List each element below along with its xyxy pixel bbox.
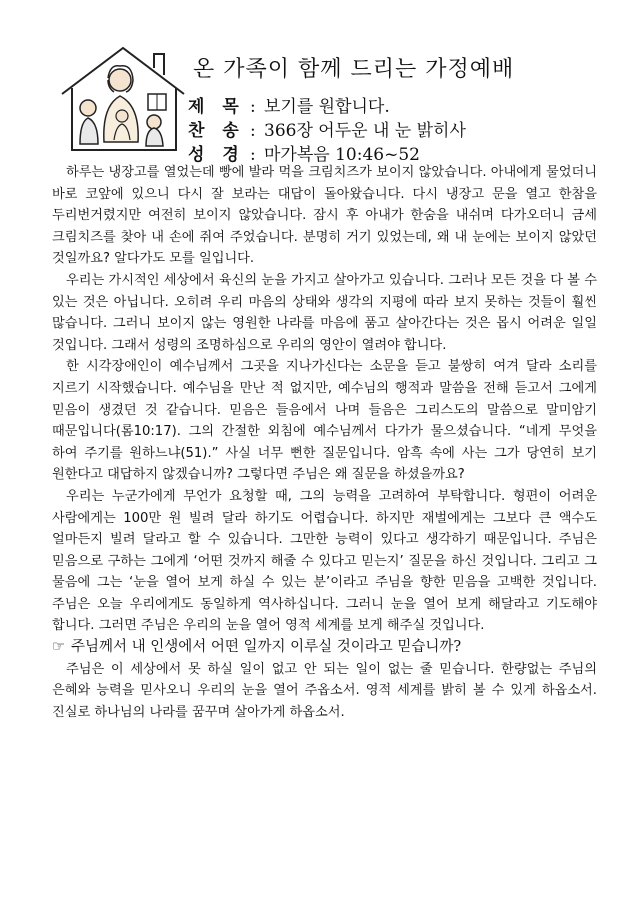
- paragraph-spiritual-sight: 우리는 가시적인 세상에서 육신의 눈을 가지고 살아가고 있습니다. 그러나 모든 것을 다 볼 수 있는 것은 아닙니다. 오히려 우리 마음의 상태와 생각의 지평에 따라 보지 못하는 것들이 훨씬 많습니다. 그러니 보이지 않는 영원한 나라를 마음에 품고 살아간다는 것은 몹시 어려운 일일 것입니다. 그래서 성령의 조명하심으로 우리의 영안이 열려야 합니다.: [52, 272, 597, 353]
- closing-prayer: 주님은 이 세상에서 못 하실 일이 없고 안 되는 일이 없는 줄 믿습니다. 한량없는 주님의 은혜와 능력을 믿사오니 우리의 눈을 열어 주옵소서. 영적 세계를 밝히 볼 수 있게 하옵소서. 진실로 하나님의 나라를 꿈꾸며 살아가게 하옵소서.: [52, 661, 597, 720]
- reflection-question: [52, 637, 597, 659]
- colon: :: [250, 97, 256, 117]
- colon: :: [250, 121, 256, 141]
- service-info: [188, 92, 608, 164]
- scripture-value: 마가복음 10:46~52: [264, 145, 420, 165]
- paragraph-faith-ability: 우리는 누군가에게 무언가 요청할 때, 그의 능력을 고려하여 부탁합니다. 형편이 어려운 사람에게는 100만 원 빌려 달라 하기도 어렵습니다. 하지만 재벌에게는 그보다 큰 액수도 얼마든지 빌려 달라고 할 수 있습니다. 그만한 능력이 있다고 생각하기 때문입니다. 주님은 믿음으로 구하는 그에게 ‘어떤 것까지 해줄 수 있다고 믿는지’ 질문을 하신 것입니다. 그리고 그 물음에 그는 ‘눈을 열어 보게 하실 수 있는 분’이라고 주님을 향한 믿음을 고백한 것입니다. 주님은 오늘 우리에게도 동일하게 역사하십니다. 그러니 눈을 열어 보게 해달라고 기도해야 합니다. 그러면 주님은 우리의 눈을 열어 영적 세계를 보게 해주실 것입니다.: [52, 488, 597, 634]
- sermon-body: [52, 162, 597, 723]
- hymn-value: 366장 어두운 내 눈 밝히사: [264, 121, 466, 141]
- subject-row: [188, 92, 608, 116]
- subject-label: 제 목: [188, 97, 245, 117]
- header: [58, 42, 598, 165]
- colon: :: [250, 145, 256, 165]
- paragraph-intro: 하루는 냉장고를 열었는데 빵에 발라 먹을 크림치즈가 보이지 않았습니다. 아내에게 물었더니 바로 코앞에 있으니 다시 잘 보라는 대답이 돌아왔습니다. 다시 냉장고 문을 열고 한참을 두리번거렸지만 여전히 보이지 않았습니다. 잠시 후 아내가 한숨을 내쉬며 다가오더니 금세 크림치즈를 찾아 내 손에 쥐여 주었습니다. 분명히 거기 있었는데, 왜 내 눈에는 보이지 않았던 것일까요? 알다가도 모를 일입니다.: [52, 165, 597, 267]
- pointing-hand-icon: ☞: [52, 639, 65, 656]
- subject-value: 보기를 원합니다.: [264, 97, 390, 117]
- scripture-label: 성 경: [188, 145, 245, 165]
- paragraph-blind-man: 한 시각장애인이 예수님께서 그곳을 지나가신다는 소문을 듣고 불쌍히 여겨 달라 소리를 지르기 시작했습니다. 예수님을 만난 적 없지만, 예수님의 행적과 말씀을 전해 듣고서 그에게 믿음이 생겼던 것 같습니다. 믿음은 들음에서 나며 들음은 그리스도의 말씀으로 말미암기 때문입니다(롬10:17). 그의 간절한 외침에 예수님께서 다가가 물으셨습니다. “네게 무엇을 하여 주기를 원하느냐(51).” 사실 너무 뻔한 질문입니다. 암흑 속에 사는 그가 당연히 보기 원한다고 대답하지 않겠습니까? 그렇다면 주님은 왜 질문을 하셨을까요?: [52, 359, 597, 483]
- scripture-row: [188, 140, 608, 164]
- family-house-illustration: [58, 42, 188, 154]
- question-text: 주님께서 내 인생에서 어떤 일까지 이루실 것이라고 믿습니까?: [71, 639, 462, 656]
- page-title: 온 가족이 함께 드리는 가정예배: [193, 57, 515, 82]
- hymn-row: [188, 116, 608, 140]
- hymn-label: 찬 송: [188, 121, 245, 141]
